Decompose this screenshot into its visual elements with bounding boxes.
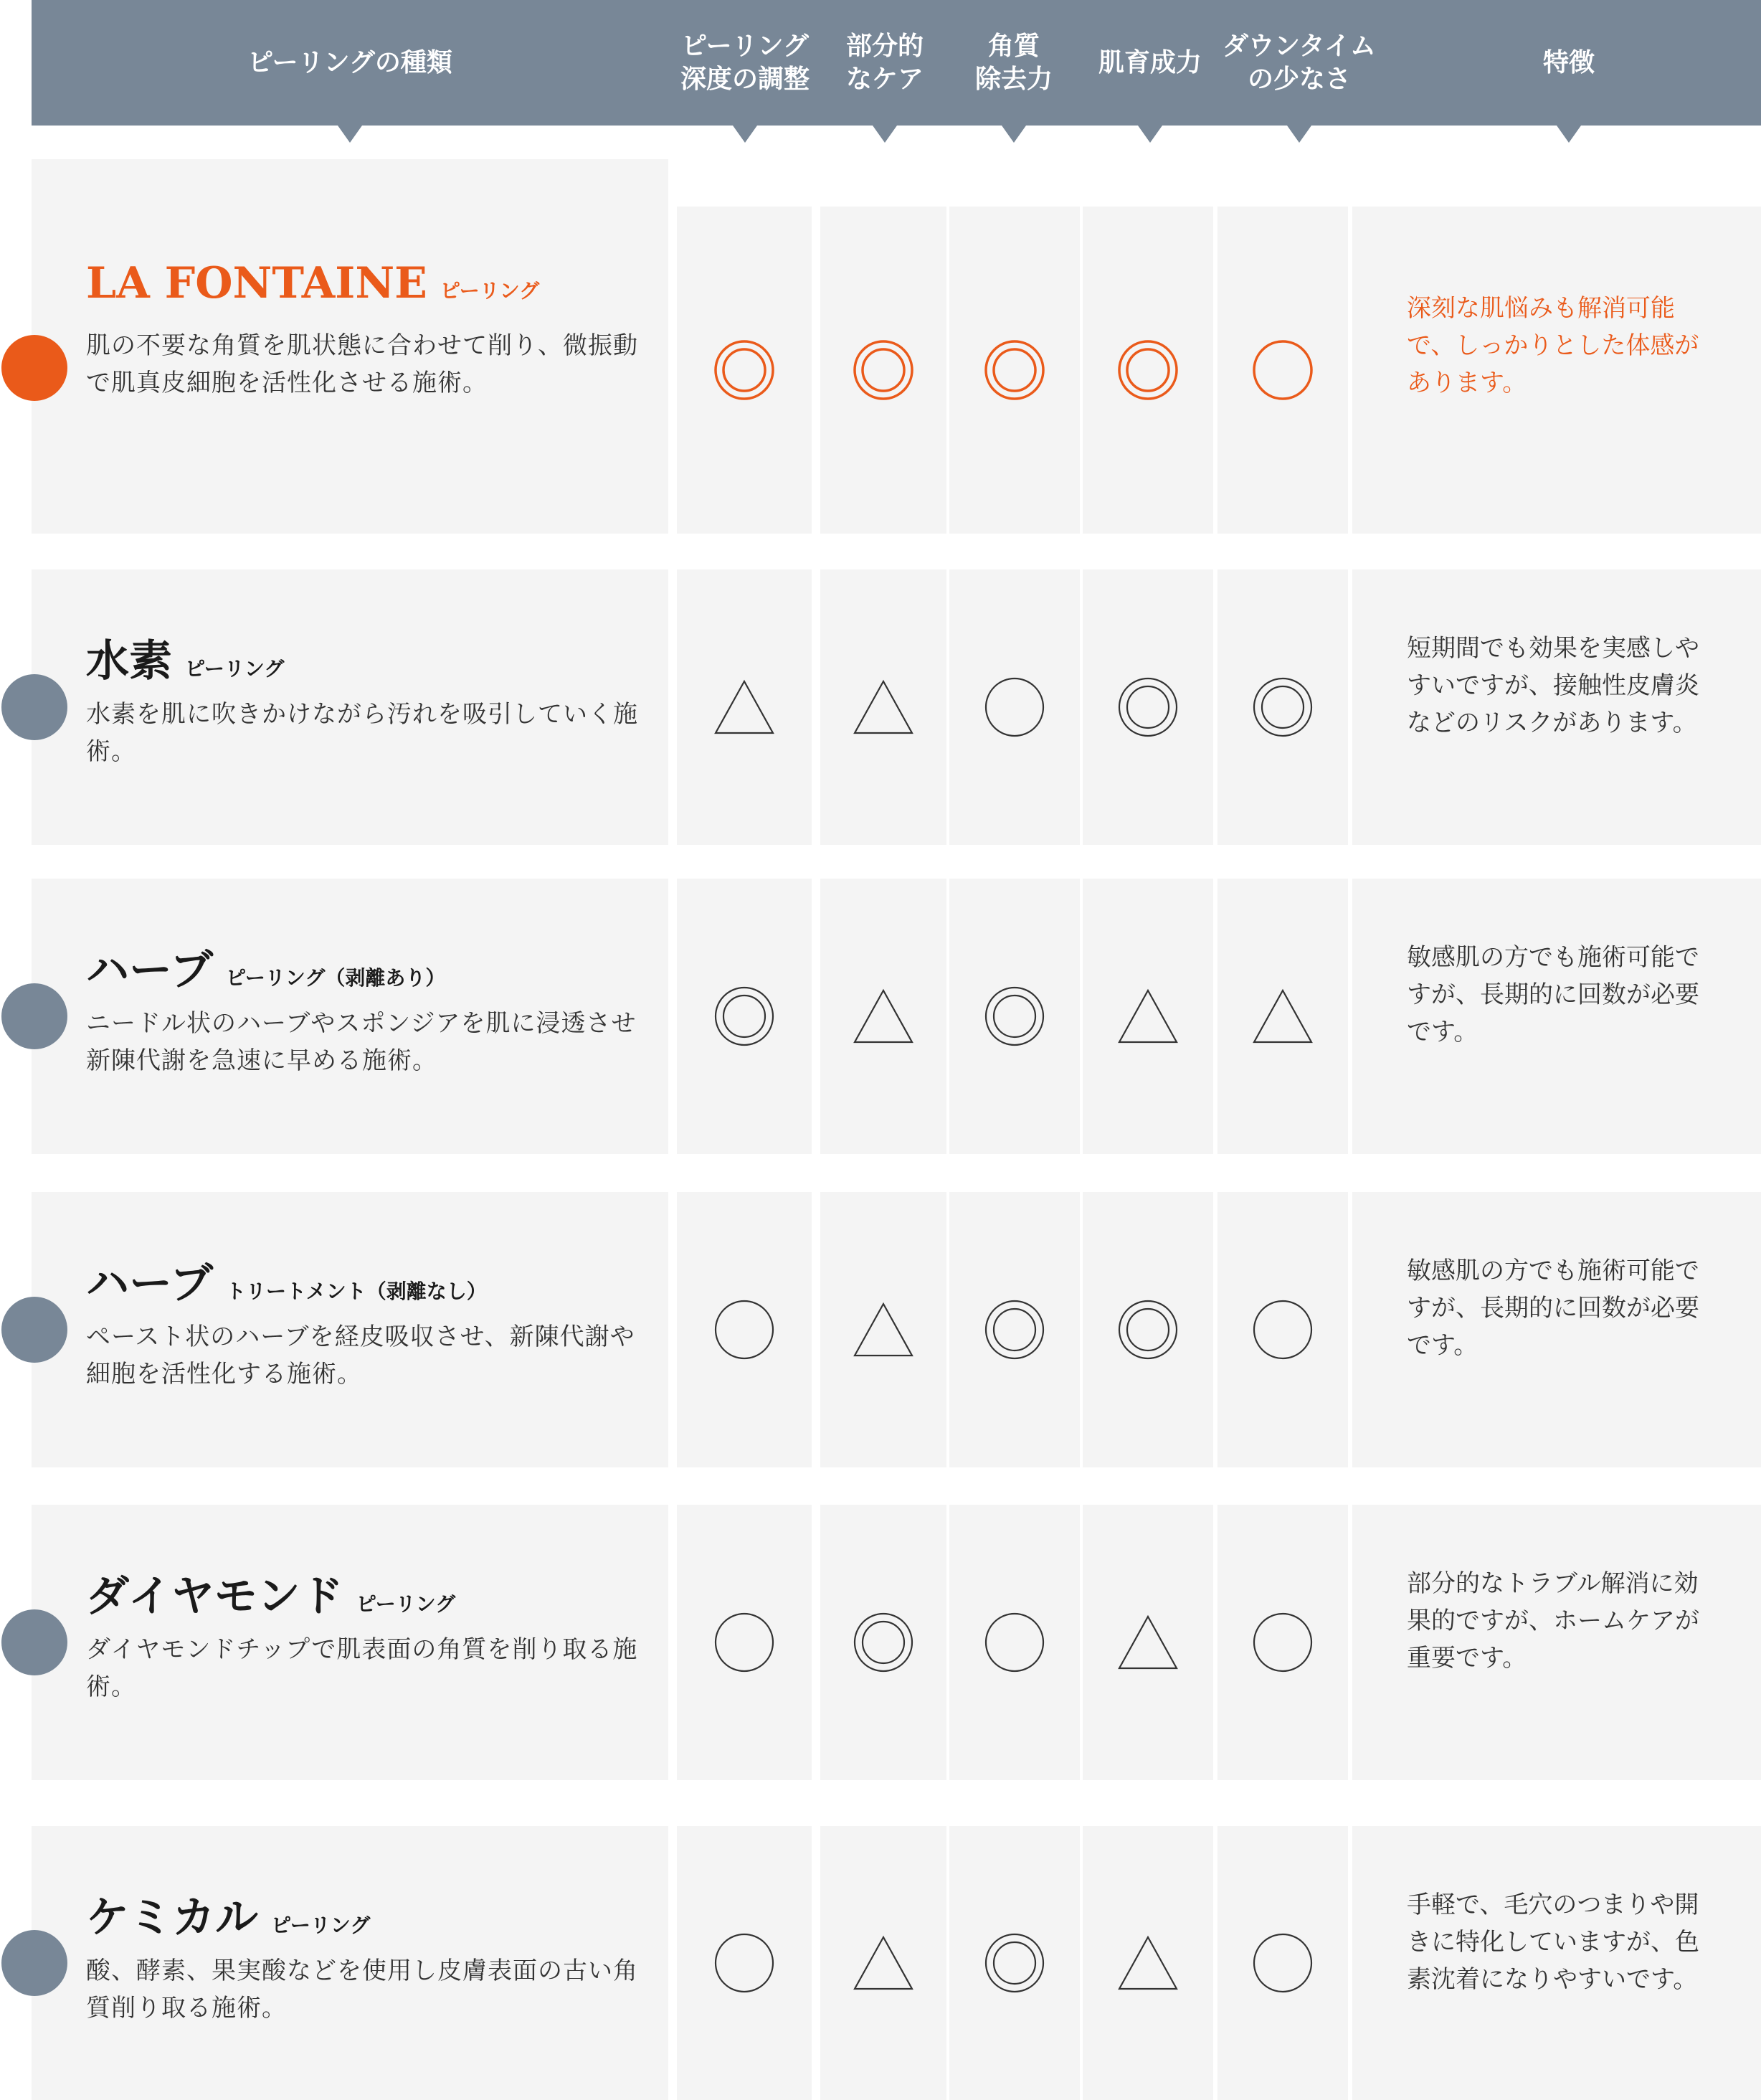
rating-cell: [820, 1192, 946, 1467]
feature-cell: [1352, 1505, 1761, 1780]
double-circle-icon: [710, 336, 779, 405]
table-row: [0, 1826, 1761, 2100]
rating-cell: [1083, 1192, 1213, 1467]
triangle-icon: [1114, 1929, 1182, 1997]
header-partial-care: [820, 0, 949, 126]
header-downtime: [1222, 0, 1377, 126]
header-arrow-icon: [338, 126, 362, 143]
rating-cell: [949, 569, 1080, 845]
rating-cell: [677, 569, 812, 845]
row-marker-dot-icon: [1, 1609, 67, 1675]
header-label: ピーリング 深度の調整: [680, 31, 810, 94]
header-label: ピーリングの種類: [247, 47, 452, 77]
rating-cell: [820, 1826, 946, 2100]
header-arrow-icon: [1002, 126, 1026, 143]
peeling-description: ペースト状のハーブを経皮吸収させ、新陳代謝や細胞を活性化する施術。: [86, 1323, 635, 1389]
table-row: [0, 569, 1761, 845]
header-label: ダウンタイム の少なさ: [1223, 31, 1376, 94]
circle-icon: [1248, 1295, 1317, 1364]
rating-cell: [1083, 1505, 1213, 1780]
feature-cell: [1352, 879, 1761, 1154]
header-type: [32, 0, 668, 126]
triangle-icon: [1248, 982, 1317, 1051]
peeling-subtitle: ピーリング（剥離あり）: [226, 966, 446, 990]
feature-text: 部分的なトラブル解消に効果的ですが、ホームケアが重要です。: [1407, 1569, 1699, 1673]
rating-cell: [820, 879, 946, 1154]
rating-cell: [677, 1826, 812, 2100]
rating-cell: [949, 1826, 1080, 2100]
rating-cell: [949, 207, 1080, 534]
peeling-name: ハーブ: [86, 1259, 213, 1309]
header-arrow-icon: [1557, 126, 1581, 143]
rating-cell: [1083, 569, 1213, 845]
rating-cell: [1083, 879, 1213, 1154]
feature-cell: [1352, 1192, 1761, 1467]
rating-cell: [1083, 1826, 1213, 2100]
triangle-icon: [710, 673, 779, 742]
table-row: [0, 159, 1761, 534]
circle-icon: [710, 1295, 779, 1364]
double-circle-icon: [849, 1608, 918, 1677]
rating-cell: [820, 207, 946, 534]
triangle-icon: [1114, 1608, 1182, 1677]
triangle-icon: [849, 1929, 918, 1997]
peeling-description: ニードル状のハーブやスポンジアを肌に浸透させ新陳代謝を急速に早める施術。: [86, 1009, 637, 1075]
triangle-icon: [849, 1295, 918, 1364]
double-circle-icon: [1114, 336, 1182, 405]
peeling-subtitle: ピーリング: [440, 279, 540, 303]
circle-icon: [1248, 1929, 1317, 1997]
double-circle-icon: [980, 336, 1049, 405]
rating-cell: [1217, 1505, 1348, 1780]
circle-icon: [710, 1929, 779, 1997]
rating-cell: [677, 879, 812, 1154]
peeling-description: 水素を肌に吹きかけながら汚れを吸引していく施術。: [86, 700, 638, 766]
peeling-description: ダイヤモンドチップで肌表面の角質を削り取る施術。: [86, 1635, 638, 1701]
header-arrow-icon: [873, 126, 897, 143]
table-row: [0, 879, 1761, 1154]
header-arrow-icon: [1287, 126, 1311, 143]
circle-icon: [1248, 336, 1317, 405]
circle-icon: [710, 1608, 779, 1677]
row-marker-dot-icon: [1, 335, 67, 401]
feature-cell: [1352, 1826, 1761, 2100]
double-circle-icon: [980, 1295, 1049, 1364]
header-arrow-icon: [733, 126, 757, 143]
rating-cell: [1217, 569, 1348, 845]
peeling-description: 酸、酵素、果実酸などを使用し皮膚表面の古い角質削り取る施術。: [86, 1957, 638, 2023]
peeling-subtitle: ピーリング: [356, 1592, 456, 1616]
rating-cell: [1217, 879, 1348, 1154]
rating-cell: [949, 879, 1080, 1154]
header-exfoliation: [949, 0, 1078, 126]
circle-icon: [1248, 1608, 1317, 1677]
rating-cell: [677, 1192, 812, 1467]
double-circle-icon: [1114, 673, 1182, 742]
peeling-description: 肌の不要な角質を肌状態に合わせて削り、微振動で肌真皮細胞を活性化させる施術。: [86, 331, 638, 397]
peeling-name: ハーブ: [86, 945, 213, 995]
feature-cell: [1352, 207, 1761, 534]
rating-cell: [949, 1505, 1080, 1780]
double-circle-icon: [849, 336, 918, 405]
double-circle-icon: [980, 982, 1049, 1051]
circle-icon: [980, 673, 1049, 742]
peeling-name: ケミカル: [86, 1893, 258, 1943]
row-marker-dot-icon: [1, 1297, 67, 1363]
header-depth-adjust: [677, 0, 813, 126]
table-header: [32, 0, 1761, 126]
table-row: [0, 1192, 1761, 1467]
peeling-subtitle: ピーリング: [185, 657, 285, 681]
header-label: 角質 除去力: [974, 31, 1053, 94]
feature-text: 手軽で、毛穴のつまりや開きに特化していますが、色素沈着になりやすいです。: [1407, 1891, 1699, 1994]
rating-cell: [820, 1505, 946, 1780]
double-circle-icon: [710, 982, 779, 1051]
rating-cell: [949, 1192, 1080, 1467]
peeling-subtitle: ピーリング: [271, 1914, 371, 1937]
rating-cell: [1083, 207, 1213, 534]
rating-cell: [820, 569, 946, 845]
row-marker-dot-icon: [1, 1930, 67, 1996]
header-label: 部分的 なケア: [845, 31, 924, 94]
rating-cell: [1217, 1826, 1348, 2100]
feature-text: 深刻な肌悩みも解消可能で、しっかりとした体感があります。: [1407, 294, 1699, 397]
header-label: 肌育成力: [1098, 47, 1202, 77]
peeling-subtitle: トリートメント（剥離なし）: [226, 1280, 487, 1303]
double-circle-icon: [980, 1929, 1049, 1997]
feature-text: 敏感肌の方でも施術可能ですが、長期的に回数が必要です。: [1407, 1257, 1699, 1360]
row-marker-dot-icon: [1, 983, 67, 1049]
rating-cell: [1217, 1192, 1348, 1467]
rating-cell: [677, 207, 812, 534]
rating-cell: [1217, 207, 1348, 534]
double-circle-icon: [1248, 673, 1317, 742]
peeling-name: LA FONTAINE: [86, 258, 427, 308]
header-label: 特徴: [1542, 47, 1595, 77]
double-circle-icon: [1114, 1295, 1182, 1364]
circle-icon: [980, 1608, 1049, 1677]
header-skin-growth: [1078, 0, 1222, 126]
rating-cell: [677, 1505, 812, 1780]
feature-text: 敏感肌の方でも施術可能ですが、長期的に回数が必要です。: [1407, 943, 1699, 1046]
peeling-name: 水素: [86, 636, 172, 686]
table-row: [0, 1505, 1761, 1780]
triangle-icon: [1114, 982, 1182, 1051]
peeling-name: ダイヤモンド: [86, 1571, 343, 1622]
feature-cell: [1352, 569, 1761, 845]
row-marker-dot-icon: [1, 674, 67, 740]
header-feature: [1377, 0, 1761, 126]
feature-text: 短期間でも効果を実感しやすいですが、接触性皮膚炎などのリスクがあります。: [1407, 634, 1699, 737]
header-arrow-icon: [1138, 126, 1162, 143]
triangle-icon: [849, 673, 918, 742]
triangle-icon: [849, 982, 918, 1051]
